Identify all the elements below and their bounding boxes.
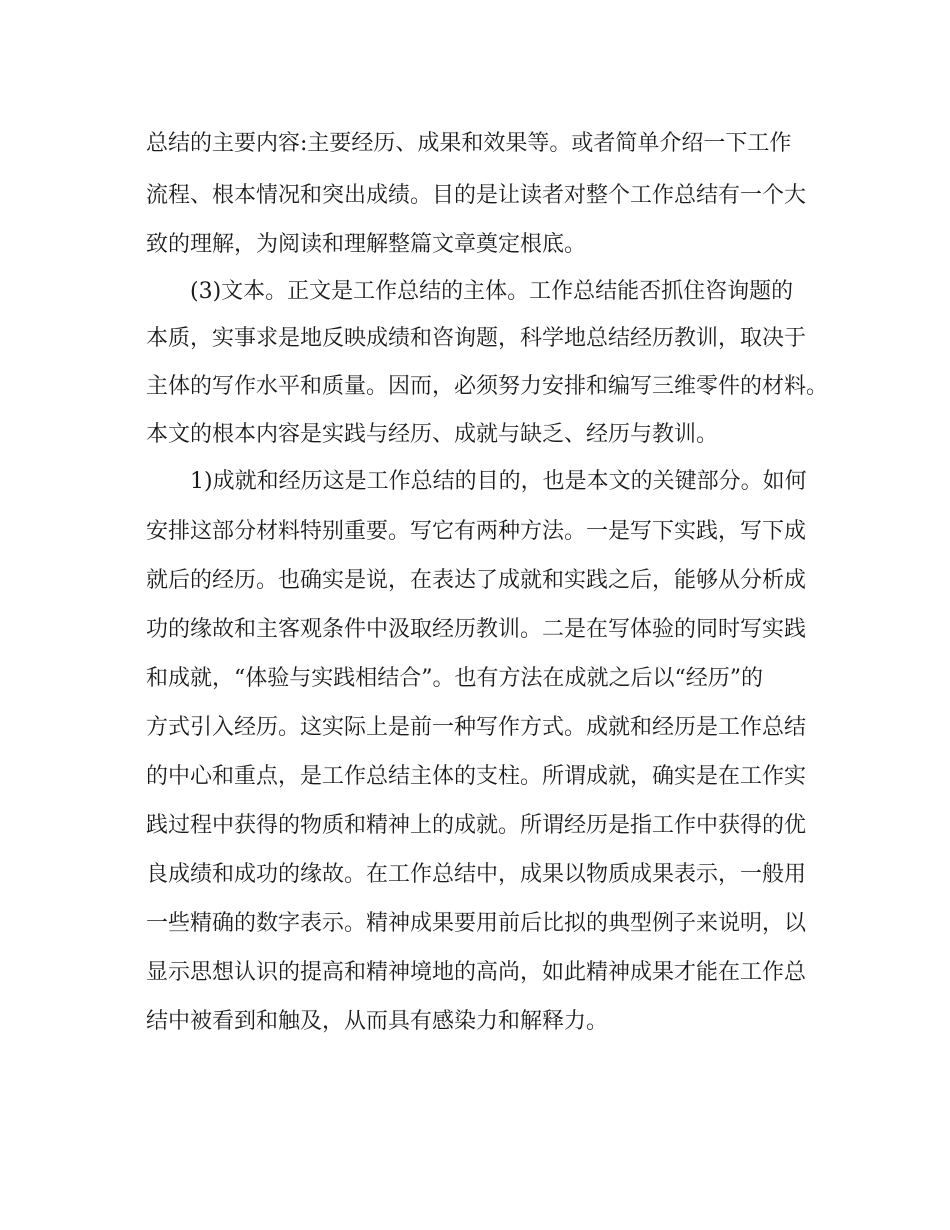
paragraph-start-line: 1)成就和经历这是工作总结的目的，也是本文的关键部分。如何: [190, 469, 807, 494]
text-line: 一些精确的数字表示。精神成果要用前后比拟的典型例子来说明，以: [146, 911, 807, 936]
text-line: 总结的主要内容:主要经历、成果和效果等。或者简单介绍一下工作: [146, 131, 792, 156]
text-line: 显示思想认识的提高和精神境地的高尚，如此精神成果才能在工作总: [146, 960, 807, 985]
text-line: 结中被看到和触及，从而具有感染力和解释力。: [146, 1009, 609, 1034]
text-line: 本文的根本内容是实践与经历、成就与缺乏、经历与教训。: [146, 422, 719, 447]
text-line: 践过程中获得的物质和精神上的成就。所谓经历是指工作中获得的优: [146, 813, 807, 838]
text-line: 安排这部分材料特别重要。写它有两种方法。一是写下实践，写下成: [146, 519, 807, 544]
text-line: 就后的经历。也确实是说，在表达了成就和实践之后，能够从分析成: [146, 568, 807, 593]
text-line: 和成就，“体验与实践相结合”。也有方法在成就之后以“经历”的: [146, 666, 763, 691]
text-line: 致的理解，为阅读和理解整篇文章奠定根底。: [146, 232, 587, 257]
text-line: 方式引入经历。这实际上是前一种写作方式。成就和经历是工作总结: [146, 715, 807, 740]
text-line: 流程、根本情况和突出成绩。目的是让读者对整个工作总结有一个大: [146, 183, 807, 208]
text-line: 本质，实事求是地反映成绩和咨询题，科学地总结经历教训，取决于: [146, 326, 807, 351]
text-line: 良成绩和成功的缘故。在工作总结中，成果以物质成果表示，一般用: [146, 862, 807, 887]
paragraph-start-line: (3)文本。正文是工作总结的主体。工作总结能否抓住咨询题的: [190, 279, 794, 304]
text-line: 的中心和重点，是工作总结主体的支柱。所谓成就，确实是在工作实: [146, 764, 807, 789]
text-line: 功的缘故和主客观条件中汲取经历教训。二是在写体验的同时写实践: [146, 617, 807, 642]
text-line: 主体的写作水平和质量。因而，必须努力安排和编写三维零件的材料。: [146, 374, 829, 399]
